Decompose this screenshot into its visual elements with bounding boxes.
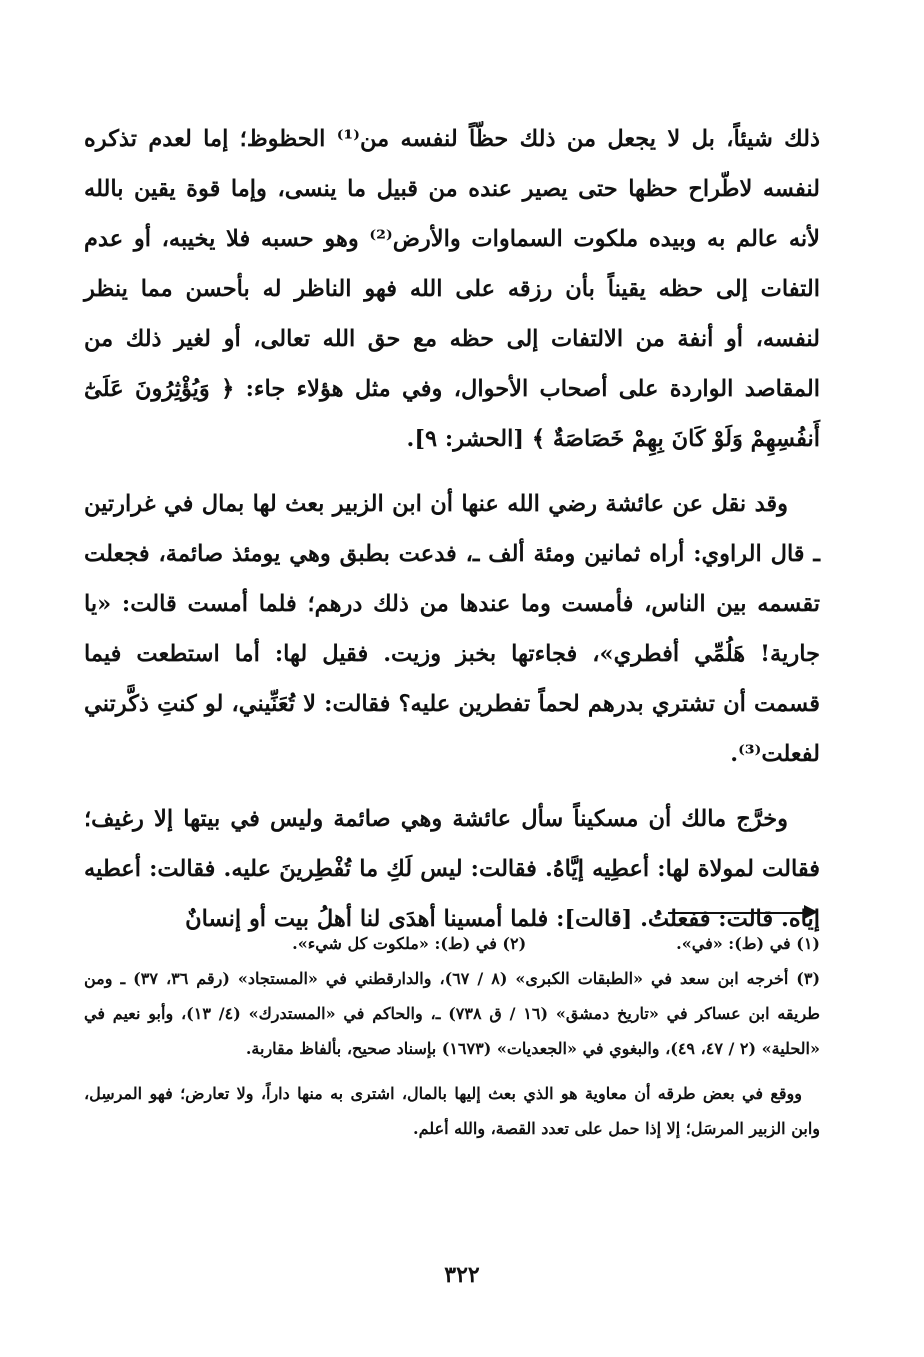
page-number: ٣٢٢	[444, 1262, 480, 1288]
footnotes	[84, 926, 820, 1146]
quran-reference: [الحشر: ٩].	[406, 426, 524, 452]
footnote-3: (٣) أخرجه ابن سعد في «الطبقات الكبرى» (٨ / ٦٧)، والدارقطني في «المستجاد» (رقم ٣٦، ٣٧) ـ ومن طريقه ابن عساكر في «تاريخ دمشق» (١٦ / ق ٧٣٨) ـ، والحاكم في «المستدرك» (٤/ ١٣)، وأبو نعيم في «الحلية» (٢ / ٤٧، ٤٩)، والبغوي في «الجعديات» (١٦٧٣) بإسناد صحيح، بألفاظ مقاربة.	[84, 969, 821, 1058]
footnote-separator	[668, 912, 808, 914]
paragraph-1-text: ذلك شيئاً، بل لا يجعل من ذلك حظّاً لنفسه من⁽¹⁾ الحظوظ؛ إما لعدم تذكره لنفسه لاطّراح حظها حتى يصير عنده من قبيل ما ينسى، وإما قوة يقين بالله لأنه عالم به وبيده ملكوت السماوات والأرض⁽²⁾ وهو حسبه فلا يخيبه، أو عدم التفات إلى حظه يقيناً بأن رزقه على الله فهو الناظر له بأحسن مما ينظر لنفسه، أو أنفة من الالتفات إلى حظه مع حق الله تعالى، أو لغير ذلك من المقاصد الواردة على أصحاب الأحوال، وفي مثل هؤلاء جاء:	[84, 126, 821, 402]
paragraph-2: وقد نقل عن عائشة رضي الله عنها أن ابن الزبير بعث لها بمال في غرارتين ـ قال الراوي: أراه ثمانين ومئة ألف ـ، فدعت بطبق وهي يومئذ صائمة، فجعلت تقسمه بين الناس، فأمست وما عندها من ذلك درهم؛ فلما أمست قالت: «يا جارية! هَلُمِّي أفطري»، فجاءتها بخبز وزيت. فقيل لها: أما استطعت فيما قسمت أن تشتري بدرهم لحماً تفطرين عليه؟ فقالت: لا تُعَنِّيني، لو كنتِ ذكَّرتني لفعلت⁽³⁾.	[84, 491, 820, 767]
main-text	[84, 114, 820, 959]
footnote-note: ووقع في بعض طرقه أن معاوية هو الذي بعث إليها بالمال، اشترى به منها داراً، ولا تعارض؛ فهو المرسِل، وابن الزبير المرسَل؛ إلا إذا حمل على تعدد القصة، والله أعلم.	[84, 1084, 820, 1138]
footnote-row-1	[84, 926, 820, 961]
quran-quote: ﴿ وَيُؤْثِرُونَ عَلَىٰٓ أَنفُسِهِمْ وَلَوْ كَانَ بِهِمْ خَصَاصَةٌ ﴾	[84, 376, 820, 452]
paragraph-1	[84, 114, 820, 464]
paragraph-3: وخرَّج مالك أن مسكيناً سأل عائشة وهي صائمة وليس في بيتها إلا رغيف؛ فقالت لمولاة لها: أعطِيه إيَّاهُ. فقالت: ليس لَكِ ما تُفْطِرينَ عليه. فقالت: أعطيه إياه. قالت: ففعلتُ. [قالت]: فلما أمسينا أهدَى لنا أهلُ بيت أو إنسانٌ	[84, 806, 820, 932]
footnote-2: (٢) في (ط): «ملكوت كل شيء».	[292, 934, 527, 953]
footnote-separator-arrow	[804, 905, 818, 919]
footnote-1: (١) في (ط): «في».	[676, 934, 820, 953]
